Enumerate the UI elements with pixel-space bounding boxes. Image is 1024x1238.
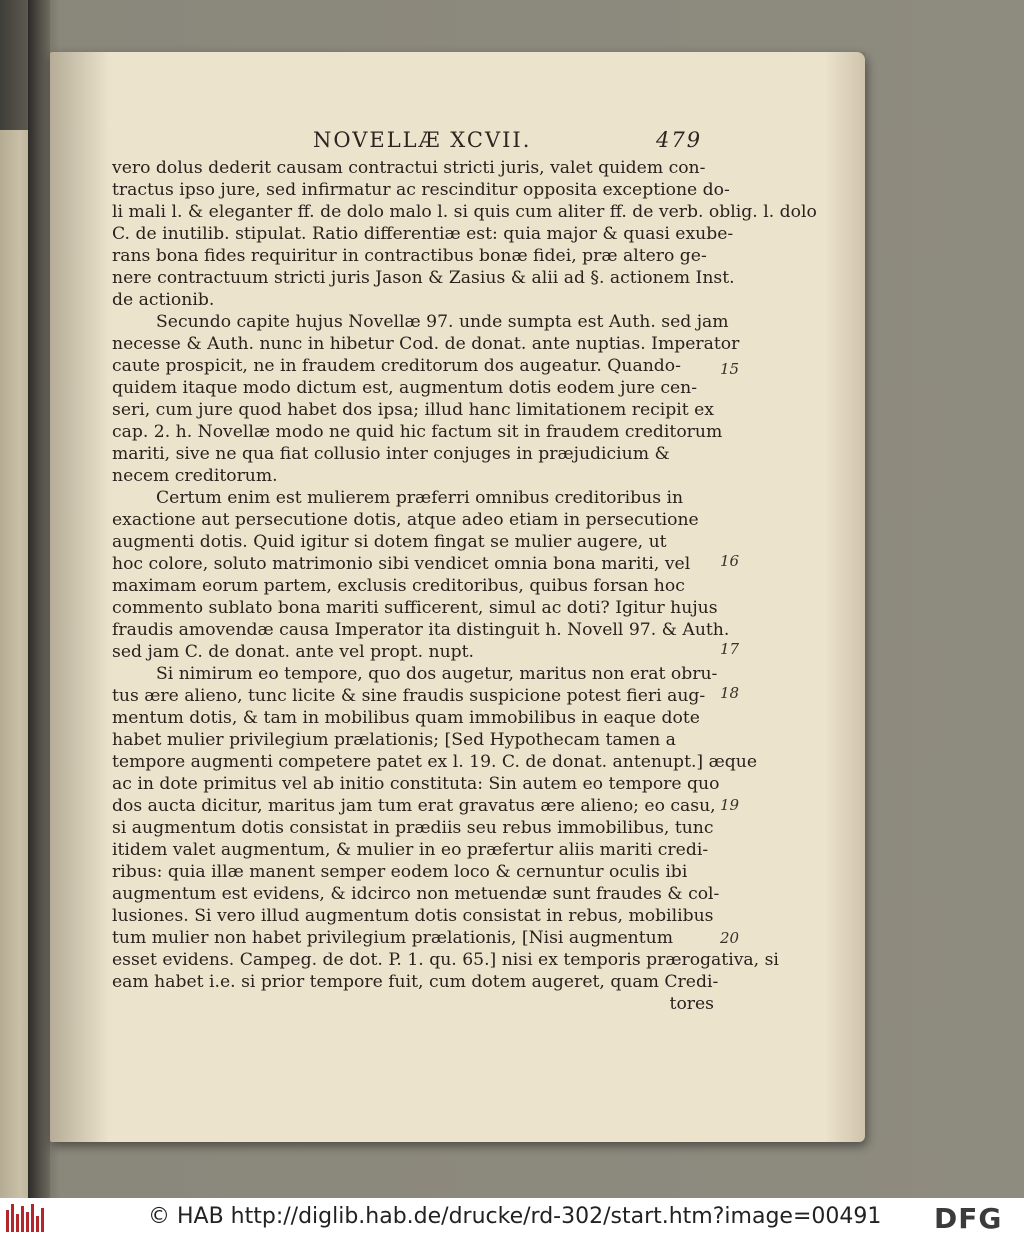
catchword: tores [669,994,714,1014]
text-line: esset evidens. Campeg. de dot. P. 1. qu. 65.] nisi ex temporis prærogativa, si [112,950,779,970]
text-line: C. de inutilib. stipulat. Ratio differentiæ est: quia major & quasi exube- [112,224,734,244]
text-line: nere contractuum stricti juris Jason & Zasius & alii ad §. actionem Inst. [112,268,735,288]
footer-bar [0,1198,1024,1238]
text-line: cap. 2. h. Novellæ modo ne quid hic factum sit in fraudem creditorum [112,422,723,442]
text-line: caute prospicit, ne in fraudem creditorum dos augeatur. Quando- [112,356,681,376]
running-title: NOVELLÆ XCVII. [313,128,532,152]
text-line: mentum dotis, & tam in mobilibus quam immobilibus in eaque dote [112,708,700,728]
page-number: 479 [656,128,703,152]
text-line: quidem itaque modo dictum est, augmentum dotis eodem jure cen- [112,378,698,398]
margin-line-number: 20 [720,929,740,947]
text-line: augmentum est evidens, & idcirco non metuendæ sunt fraudes & col- [112,884,720,904]
margin-line-number: 19 [720,796,740,814]
text-line: Certum enim est mulierem præferri omnibus creditoribus in [156,488,684,508]
text-line: necesse & Auth. nunc in hibetur Cod. de donat. ante nuptias. Imperator [112,334,740,354]
hab-logo [6,1204,46,1232]
margin-line-number: 15 [720,360,740,378]
book-spine [28,0,50,1198]
text-line: Secundo capite hujus Novellæ 97. unde sumpta est Auth. sed jam [156,312,729,332]
text-line: ribus: quia illæ manent semper eodem loco & cernuntur oculis ibi [112,862,688,882]
text-line: Si nimirum eo tempore, quo dos augetur, maritus non erat obru- [156,664,718,684]
text-line: rans bona fides requiritur in contractibus bonæ fidei, præ altero ge- [112,246,707,266]
text-line: ac in dote primitus vel ab initio constituta: Sin autem eo tempore quo [112,774,720,794]
text-line: tus ære alieno, tunc licite & sine fraudis suspicione potest fieri aug- [112,686,706,706]
text-line: itidem valet augmentum, & mulier in eo præfertur aliis mariti credi- [112,840,709,860]
text-line: si augmentum dotis consistat in prædiis seu rebus immobilibus, tunc [112,818,714,838]
text-line: necem creditorum. [112,466,278,486]
text-line: eam habet i.e. si prior tempore fuit, cum dotem augeret, quam Credi- [112,972,719,992]
text-line: exactione aut persecutione dotis, atque adeo etiam in persecutione [112,510,699,530]
text-line: maximam eorum partem, exclusis creditoribus, quibus forsan hoc [112,576,685,596]
text-line: sed jam C. de donat. ante vel propt. nupt. [112,642,475,662]
page-header [313,128,713,154]
text-line: tempore augmenti competere patet ex l. 19. C. de donat. antenupt.] æque [112,752,758,772]
text-line: tractus ipso jure, sed infirmatur ac rescinditur opposita exceptione do- [112,180,730,200]
text-line: commento sublato bona mariti sufficerent, simul ac doti? Igitur hujus [112,598,718,618]
text-line: hoc colore, soluto matrimonio sibi vendicet omnia bona mariti, vel [112,554,691,574]
text-line: li mali l. & eleganter ff. de dolo malo l. si quis cum aliter ff. de verb. oblig. l. dolo [112,202,817,222]
text-line: fraudis amovendæ causa Imperator ita distinguit h. Novell 97. & Auth. [112,620,730,640]
text-line: mariti, sive ne qua fiat collusio inter conjuges in præjudicium & [112,444,670,464]
text-line: seri, cum jure quod habet dos ipsa; illud hanc limitationem recipit ex [112,400,714,420]
text-line: augmenti dotis. Quid igitur si dotem fingat se mulier augere, ut [112,532,667,552]
text-line: tum mulier non habet privilegium prælationis, [Nisi augmentum [112,928,674,948]
margin-line-number: 18 [720,684,740,702]
citation-link[interactable]: © HAB http://diglib.hab.de/drucke/rd-302/start.htm?image=00491 [148,1204,882,1229]
text-line: habet mulier privilegium prælationis; [Sed Hypothecam tamen a [112,730,676,750]
dfg-logo: DFG [934,1202,1003,1235]
text-line: vero dolus dederit causam contractui stricti juris, valet quidem con- [112,158,706,178]
margin-line-number: 17 [720,640,740,658]
margin-line-number: 16 [720,552,740,570]
text-line: dos aucta dicitur, maritus jam tum erat gravatus ære alieno; eo casu, [112,796,716,816]
text-line: de actionib. [112,290,215,310]
text-line: lusiones. Si vero illud augmentum dotis consistat in rebus, mobilibus [112,906,714,926]
